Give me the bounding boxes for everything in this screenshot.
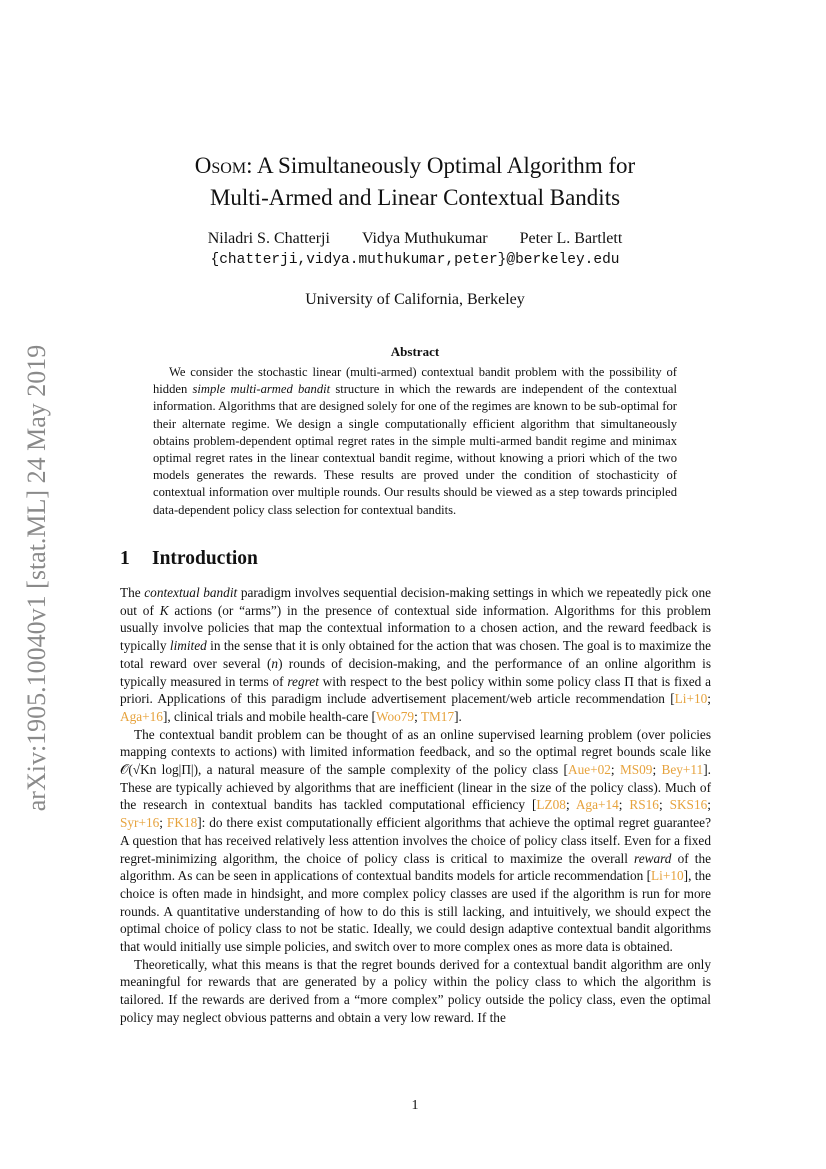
- citation-link[interactable]: FK18: [166, 815, 198, 831]
- paragraph-1: The contextual bandit paradigm involves sequential decision-making settings in which we repeatedly pick one out of K actions (or “arms”) in the presence of contextual side information. Algorithms for this problem usually involve policies that map the contextual information to a chosen action, and the reward feedback is typically limited in the sense that it is only obtained for the action that was chosen. The goal is to maximize the total reward over several (n) rounds of decision-making, and the performance of an online algorithm is typically measured in terms of regret with respect to the best policy within some policy class Π that is fixed a priori. Applications of this paradigm include advertisement placement/web article recommendation [Li+10; Aga+16], clinical trials and mobile health-care [Woo79; TM17].: [120, 585, 712, 724]
- introduction-body: [120, 584, 711, 1027]
- abstract-heading: Abstract: [390, 344, 440, 359]
- citation-link[interactable]: SKS16: [669, 797, 708, 813]
- title-line1-rest: : A Simultaneously Optimal Algorithm for: [246, 153, 636, 178]
- arxiv-id: arXiv:1905.10040v1 [stat.ML] 24 May 2019: [22, 344, 51, 812]
- math-var: K: [159, 602, 169, 618]
- citation-link[interactable]: RS16: [629, 797, 659, 813]
- abstract-text: We consider the stochastic linear (multi-armed) contextual bandit problem with the possibility of hidden: [153, 365, 677, 397]
- paragraph-2: The contextual bandit problem can be thought of as an online supervised learning problem (over policies mapping contexts to actions) with limited information feedback, and so the optimal regret bounds scale like 𝒪(√Kn log|Π|), a natural measure of the sample complexity of the policy class [Aue+02; MS09; Bey+11]. These are typically achieved by algorithms that are inefficient (linear in the size of the policy class). Much of the research in contextual bandits has tackled computational efficiency [LZ08; Aga+14; RS16; SKS16; Syr+16; FK18]: do there exist computationally efficient algorithms that achieve the optimal regret guarantee? A question that has received relatively less attention involves the choice of policy class itself. Even for a fixed regret-minimizing algorithm, the choice of policy class is critical to maximize the overall reward of the algorithm. As can be seen in applications of contextual bandits models for article recommendation [Li+10], the choice is often made in hindsight, and more complex policy classes are used if the algorithm is run for more rounds. A quantitative understanding of how to do this is still lacking, and intuitively, we should expect the optimal choice of policy class to not be static. Ideally, we could design adaptive contextual bandit algorithms that would initially use simple policies, and switch over to more complex ones as more data is obtained.: [120, 726, 712, 955]
- abstract-body: [153, 364, 677, 519]
- citation-link[interactable]: Li+10: [674, 691, 708, 707]
- citation-link[interactable]: Aue+02: [567, 762, 611, 778]
- abstract-text: structure in which the rewards are independent of the contextual information. Algorithms that are designed solely for one of the regimes are known to be sub-optimal for their alternate regime. We design a single computationally efficient algorithm that simultaneously obtains problem-dependent optimal regret rates in the simple multi-armed bandit regime and minimax optimal regret rates in the linear contextual bandit regime, without knowing a priori which of the two models generates the rewards. These results are proved under the condition of stochasticity of contextual information over multiple rounds. Our results should be viewed as a step towards principled data-dependent policy class selection for contextual bandits.: [153, 382, 677, 517]
- citation-link[interactable]: Syr+16: [120, 815, 160, 831]
- citation-link[interactable]: Aga+14: [575, 797, 619, 813]
- affiliation: University of California, Berkeley: [305, 291, 525, 308]
- citation-link[interactable]: LZ08: [536, 797, 566, 813]
- section-number: 1: [120, 548, 130, 569]
- regret-bound-formula: 𝒪(√Kn log|Π|): [120, 762, 199, 778]
- title-algorithm-name: Osom: [194, 153, 247, 178]
- citation-link[interactable]: TM17: [420, 708, 455, 724]
- abstract-paragraph: [153, 364, 677, 519]
- citation-link[interactable]: Bey+11: [661, 762, 704, 778]
- math-var: n: [271, 655, 279, 671]
- emphasis: reward: [634, 850, 672, 866]
- citation-link[interactable]: MS09: [619, 762, 653, 778]
- author-list: [120, 230, 710, 248]
- title-line2: Multi-Armed and Linear Contextual Bandits: [209, 185, 621, 210]
- author-emails: {chatterji,vidya.muthukumar,peter}@berkeley.edu: [210, 252, 620, 268]
- citation-link[interactable]: Aga+16: [120, 708, 163, 724]
- arxiv-sidebar-stamp: [22, 318, 52, 838]
- section-title: Introduction: [152, 548, 258, 569]
- paragraph-3: Theoretically, what this means is that the regret bounds derived for a contextual bandit algorithm are only meaningful for rewards that are generated by a policy within the policy class to which the algorithm is tailored. If the rewards are derived from a “more complex” policy outside the policy class, even the optimal policy may neglect obvious patterns and obtain a very low reward. If the: [120, 956, 711, 1025]
- emphasis: contextual bandit: [144, 585, 238, 600]
- section-heading: [120, 548, 258, 570]
- author: Peter L. Bartlett: [519, 230, 623, 247]
- citation-link[interactable]: Woo79: [375, 708, 415, 724]
- page-number: 1: [411, 1098, 419, 1113]
- emphasis: regret: [287, 673, 319, 689]
- emphasis: limited: [169, 638, 207, 654]
- paper-title: [120, 150, 710, 214]
- author: Niladri S. Chatterji: [207, 230, 330, 247]
- author: Vidya Muthukumar: [361, 230, 488, 247]
- abstract-emphasis: simple multi-armed bandit: [192, 382, 331, 397]
- citation-link[interactable]: Li+10: [651, 868, 684, 884]
